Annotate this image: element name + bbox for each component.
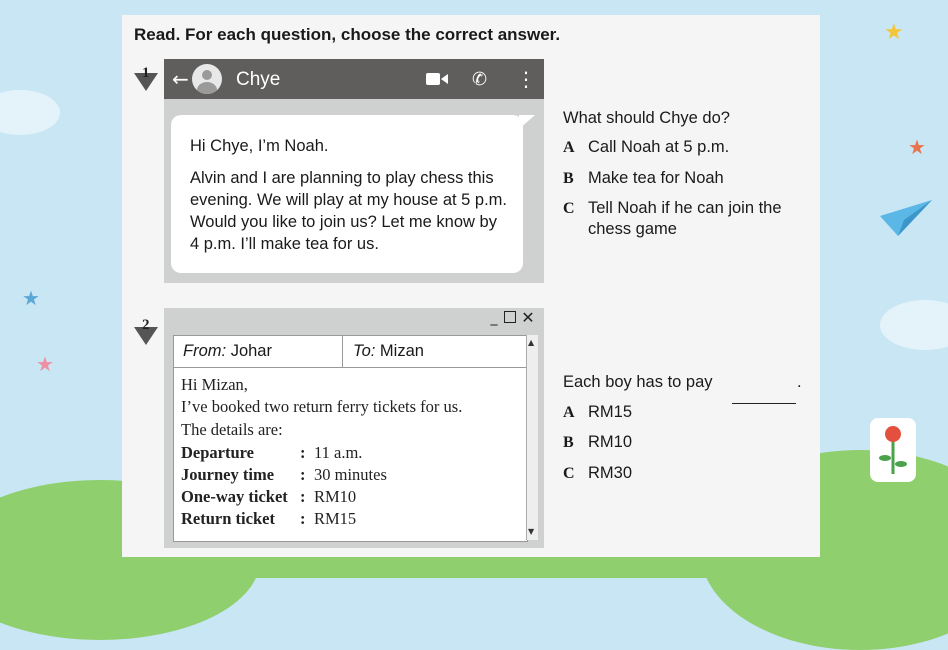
from-field bbox=[183, 342, 272, 361]
cloud-right bbox=[880, 300, 948, 350]
back-arrow-icon[interactable]: ← bbox=[172, 67, 189, 91]
email-window bbox=[164, 308, 544, 548]
option-2c-text[interactable]: RM30 bbox=[588, 464, 633, 482]
answer-blank bbox=[732, 403, 796, 404]
worksheet-page bbox=[122, 15, 820, 557]
video-call-icon[interactable] bbox=[426, 71, 448, 91]
option-letter: C bbox=[563, 200, 575, 217]
message-greeting: Hi Chye, I’m Noah. bbox=[190, 137, 329, 155]
option-letter: C bbox=[563, 465, 575, 482]
minimize-icon[interactable]: _ bbox=[490, 310, 498, 326]
from-label: From: bbox=[183, 342, 227, 360]
detail-value: RM10 bbox=[314, 487, 357, 506]
detail-separator: : bbox=[300, 487, 306, 506]
detail-value: RM15 bbox=[314, 509, 357, 528]
option-letter: B bbox=[563, 434, 574, 451]
header-divider bbox=[342, 336, 343, 367]
email-greeting: Hi Mizan, bbox=[181, 375, 248, 394]
chat-header-bar bbox=[164, 59, 544, 99]
detail-separator: : bbox=[300, 465, 306, 484]
detail-value: 30 minutes bbox=[314, 465, 387, 484]
maximize-icon[interactable] bbox=[502, 311, 518, 327]
option-1a-text[interactable]: Call Noah at 5 p.m. bbox=[588, 138, 730, 156]
message-bubble bbox=[171, 115, 523, 273]
option-2a-text[interactable]: RM15 bbox=[588, 403, 633, 421]
option-letter: A bbox=[563, 139, 575, 156]
detail-label: Departure bbox=[181, 443, 255, 462]
instruction-heading: Read. For each question, choose the correct answer. bbox=[134, 25, 561, 44]
detail-separator: : bbox=[300, 443, 306, 462]
message-line: 4 p.m. I’ll make tea for us. bbox=[190, 235, 379, 253]
question-2-text: Each boy has to pay bbox=[563, 373, 713, 391]
contact-name: Chye bbox=[236, 69, 281, 90]
star-icon: ★ bbox=[22, 286, 40, 310]
option-letter: A bbox=[563, 404, 575, 421]
option-letter: B bbox=[563, 170, 574, 187]
email-body bbox=[173, 335, 528, 542]
question-1-text: What should Chye do? bbox=[563, 109, 730, 127]
scrollbar[interactable] bbox=[526, 335, 538, 540]
option-1c-text-continued[interactable]: chess game bbox=[588, 220, 677, 238]
detail-separator: : bbox=[300, 509, 306, 528]
detail-value: 11 a.m. bbox=[314, 443, 363, 462]
more-vertical-icon[interactable]: ⋮ bbox=[516, 67, 536, 91]
star-icon: ★ bbox=[36, 352, 54, 376]
to-value: Mizan bbox=[379, 342, 424, 360]
scroll-up-icon[interactable]: ▲ bbox=[528, 338, 535, 347]
bubble-tail bbox=[519, 115, 535, 129]
option-2b-text[interactable]: RM10 bbox=[588, 433, 633, 451]
message-line: Alvin and I are planning to play chess this bbox=[190, 169, 494, 187]
phone-icon[interactable]: ✆ bbox=[472, 69, 488, 90]
scroll-down-icon[interactable]: ▼ bbox=[528, 527, 535, 536]
paper-plane-icon bbox=[878, 196, 934, 244]
question-2-end: . bbox=[797, 373, 802, 391]
question-number-2: 2 bbox=[142, 317, 150, 333]
option-1b-text[interactable]: Make tea for Noah bbox=[588, 169, 724, 187]
email-header bbox=[174, 336, 527, 368]
flower-icon bbox=[870, 418, 916, 486]
chat-screenshot bbox=[164, 59, 544, 283]
detail-label: One-way ticket bbox=[181, 487, 288, 506]
detail-label: Return ticket bbox=[181, 509, 275, 528]
message-line: Would you like to join us? Let me know by bbox=[190, 213, 497, 231]
option-1c-text[interactable]: Tell Noah if he can join the bbox=[588, 199, 782, 217]
star-icon: ★ bbox=[884, 20, 904, 45]
to-field bbox=[353, 342, 424, 361]
from-value: Johar bbox=[230, 342, 272, 360]
email-line: I’ve booked two return ferry tickets for us. bbox=[181, 397, 463, 416]
avatar-icon bbox=[192, 64, 222, 94]
question-number-1: 1 bbox=[142, 65, 150, 81]
to-label: To: bbox=[353, 342, 376, 360]
email-line: The details are: bbox=[181, 420, 283, 439]
detail-label: Journey time bbox=[181, 465, 275, 484]
message-line: evening. We will play at my house at 5 p.m. bbox=[190, 191, 508, 209]
star-icon: ★ bbox=[908, 135, 926, 159]
cloud-left bbox=[0, 90, 60, 135]
close-icon[interactable]: ✕ bbox=[521, 308, 535, 327]
